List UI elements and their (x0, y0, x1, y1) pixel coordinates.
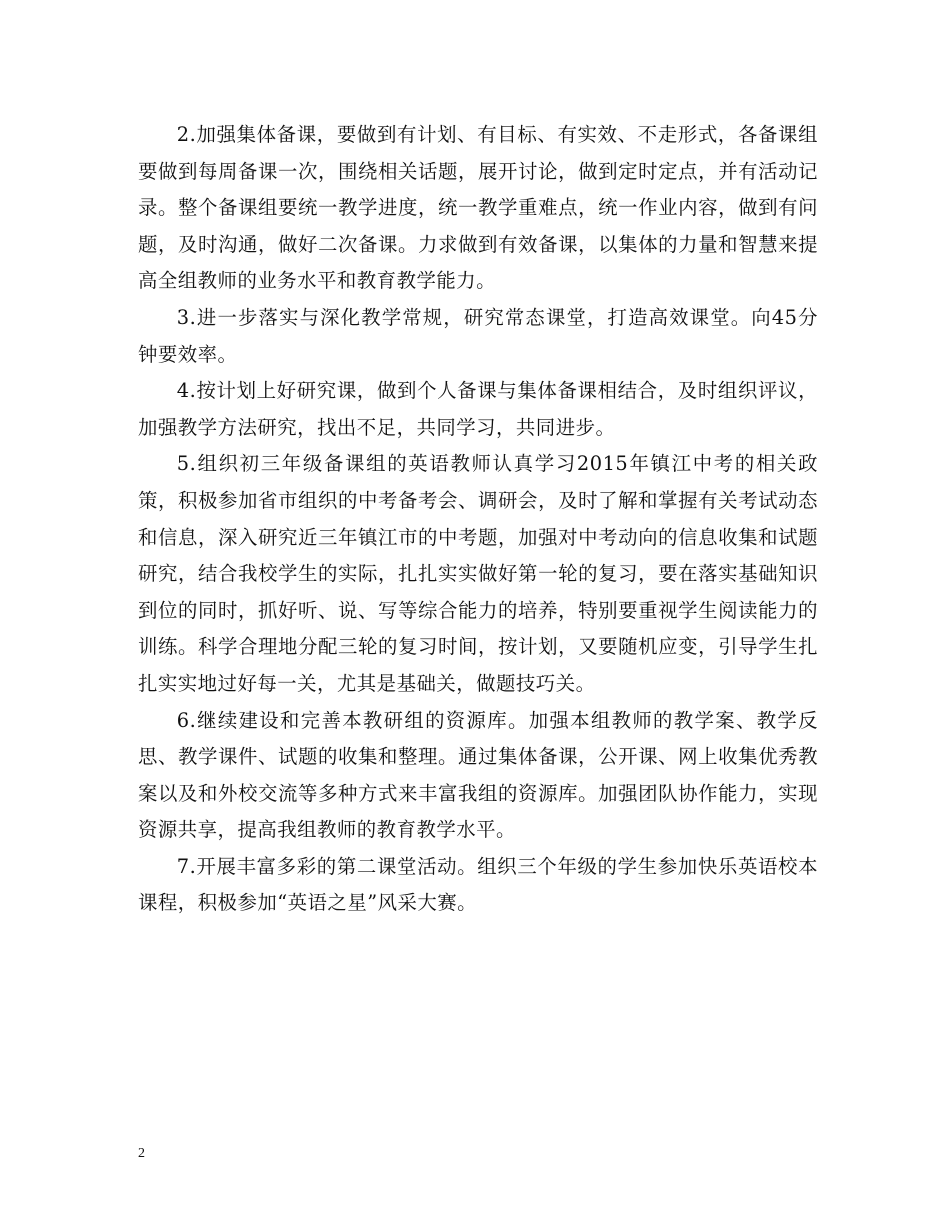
page-number: 2 (138, 1146, 145, 1161)
paragraph-item-6: 6.继续建设和完善本教研组的资源库。加强本组教师的教学案、教学反思、教学课件、试题的收集和整理。通过集体备课，公开课、网上收集优秀教案以及和外校交流等多种方式来丰富我组的资源库。加强团队协作能力，实现资源共享，提高我组教师的教育教学水平。 (138, 708, 818, 842)
document-body (138, 117, 818, 922)
paragraph-item-7: 7.开展丰富多彩的第二课堂活动。组织三个年级的学生参加快乐英语校本课程，积极参加“英语之星”风采大赛。 (138, 854, 818, 915)
paragraph-item-3: 3.进一步落实与深化教学常规，研究常态课堂，打造高效课堂。向45分钟要效率。 (138, 305, 818, 366)
paragraph-item-5: 5.组织初三年级备课组的英语教师认真学习2015年镇江中考的相关政策，积极参加省市组织的中考备考会、调研会，及时了解和掌握有关考试动态和信息，深入研究近三年镇江市的中考题，加强对中考动向的信息收集和试题研究，结合我校学生的实际，扎扎实实做好第一轮的复习，要在落实基础知识到位的同时，抓好听、说、写等综合能力的培养，特别要重视学生阅读能力的训练。科学合理地分配三轮的复习时间，按计划，又要随机应变，引导学生扎扎实实地过好每一关，尤其是基础关，做题技巧关。 (138, 452, 818, 695)
paragraph-item-2: 2.加强集体备课，要做到有计划、有目标、有实效、不走形式，各备课组要做到每周备课一次，围绕相关话题，展开讨论，做到定时定点，并有活动记录。整个备课组要统一教学进度，统一教学重难点，统一作业内容，做到有问题，及时沟通，做好二次备课。力求做到有效备课，以集体的力量和智慧来提高全组教师的业务水平和教育教学能力。 (138, 123, 818, 293)
paragraph-item-4: 4.按计划上好研究课，做到个人备课与集体备课相结合，及时组织评议，加强教学方法研究，找出不足，共同学习，共同进步。 (138, 379, 818, 439)
